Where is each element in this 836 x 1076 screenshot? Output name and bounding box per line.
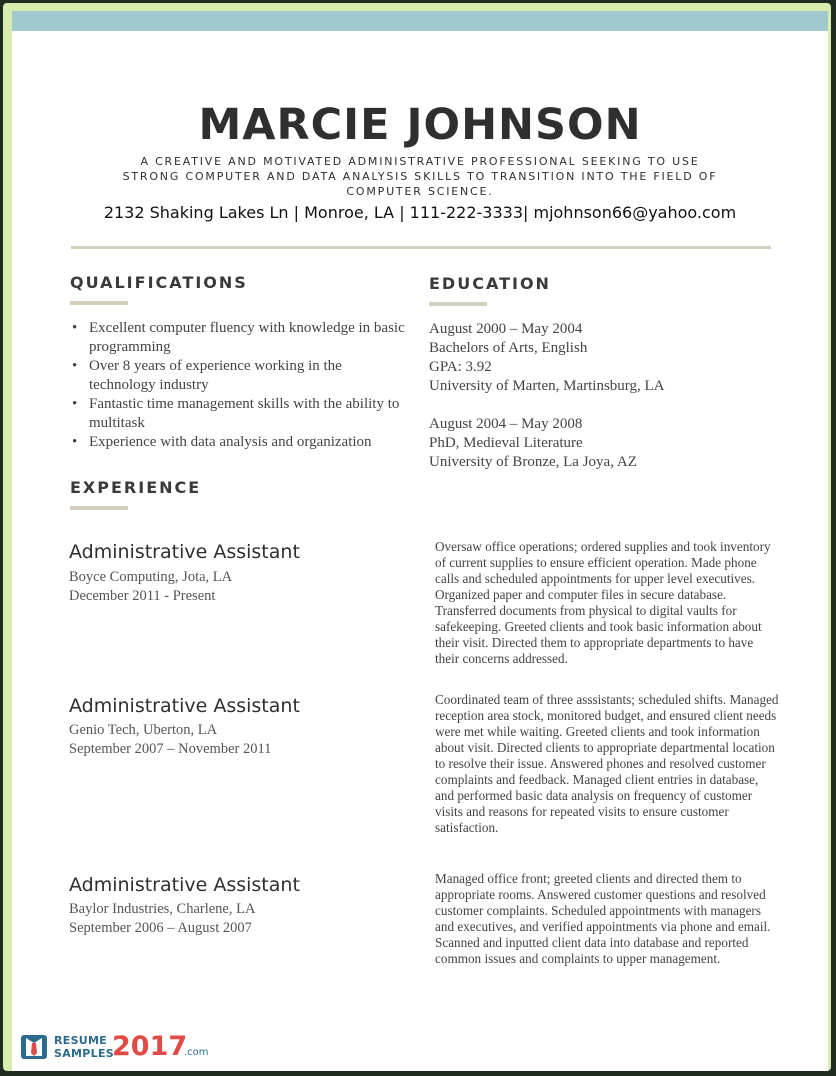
education-gpa: GPA: 3.92 [429, 359, 492, 375]
experience-underline [70, 506, 128, 510]
job-title: Administrative Assistant [69, 541, 300, 563]
logo-suffix: .com [184, 1047, 209, 1058]
qualifications-heading: QUALIFICATIONS [70, 273, 248, 292]
education-dates: August 2000 – May 2004 [429, 321, 583, 337]
education-entry [429, 320, 769, 396]
job-dates: September 2006 – August 2007 [69, 920, 252, 936]
objective-statement: A CREATIVE AND MOTIVATED ADMINISTRATIVE PROFESSIONAL SEEKING TO USE STRONG COMPUTER AND DATA ANALYSIS SKILLS TO TRANSITION INTO THE FIELD OF COMPUTER SCIENCE. [122, 155, 718, 198]
education-list [429, 320, 769, 491]
qualifications-list [70, 319, 410, 452]
outer-frame [3, 3, 831, 1071]
education-degree: Bachelors of Arts, English [429, 340, 588, 356]
education-heading: EDUCATION [429, 274, 551, 293]
bullet-icon: • [72, 320, 78, 336]
education-underline [429, 302, 487, 306]
education-school: University of Marten, Martinsburg, LA [429, 378, 665, 394]
job-company: Genio Tech, Uberton, LA [69, 722, 218, 738]
job-dates: December 2011 - Present [69, 588, 216, 604]
education-school: University of Bronze, La Joya, AZ [429, 454, 637, 470]
logo-word-resume: RESUME [54, 1034, 108, 1047]
shirt-tie-icon [20, 1034, 48, 1060]
logo-year: 2017 [112, 1031, 188, 1062]
job-description: Managed office front; greeted clients and directed them to appropriate rooms. Answered customer questions and resolved customer complaints. Scheduled appointments with managers and executives, and verified appointments via phone and email. Scanned and inputted client data into database and reported common issues and complaints to upper management. [435, 871, 771, 966]
candidate-name: MARCIE JOHNSON [198, 100, 642, 150]
experience-heading: EXPERIENCE [70, 478, 202, 497]
job-title: Administrative Assistant [69, 695, 300, 717]
job-title: Administrative Assistant [69, 874, 300, 896]
resume-page [12, 11, 828, 1071]
contact-line: 2132 Shaking Lakes Ln | Monroe, LA | 111-222-3333| mjohnson66@yahoo.com [103, 203, 737, 222]
list-item: • Experience with data analysis and organization [72, 434, 372, 450]
list-item: • Over 8 years of experience working in the technology industry [72, 358, 342, 393]
job-company: Boyce Computing, Jota, LA [69, 569, 233, 585]
education-degree: PhD, Medieval Literature [429, 435, 583, 451]
logo-word-samples: SAMPLES [54, 1047, 114, 1060]
job-dates: September 2007 – November 2011 [69, 741, 272, 757]
bullet-icon: • [72, 358, 78, 374]
resume-samples-logo [20, 1031, 210, 1063]
job-company: Baylor Industries, Charlene, LA [69, 901, 256, 917]
list-item: • Excellent computer fluency with knowledge in basic programming [72, 320, 405, 355]
header-divider [71, 246, 771, 249]
bullet-icon: • [72, 396, 78, 412]
job-description: Oversaw office operations; ordered supplies and took inventory of current supplies to ensure efficient operation. Made phone calls and scheduled appointments for upper level executives. Organized paper and computer files in secure database. Transferred documents from physical to digital vaults for safekeeping. Greeted clients and took basic information about their visit. Directed them to appropriate departments to have their concerns addressed. [435, 539, 771, 666]
education-entry [429, 415, 769, 472]
job-description: Coordinated team of three asssistants; scheduled shifts. Managed reception area stock, monitored budget, and ensured client needs were met while waiting. Greeted clients and took information about visit. Directed clients to appropriate departmental location to resolve their issue. Answered phones and resolved customer complaints and feedback. Managed client entries in database, and performed basic data analysis on frequency of customer visits and reasons for repeated visits to ensure customer satisfaction. [435, 692, 779, 835]
education-dates: August 2004 – May 2008 [429, 416, 583, 432]
qualifications-underline [70, 301, 128, 305]
bullet-icon: • [72, 434, 78, 450]
list-item: • Fantastic time management skills with the ability to multitask [72, 396, 400, 431]
top-accent-band [12, 11, 828, 31]
